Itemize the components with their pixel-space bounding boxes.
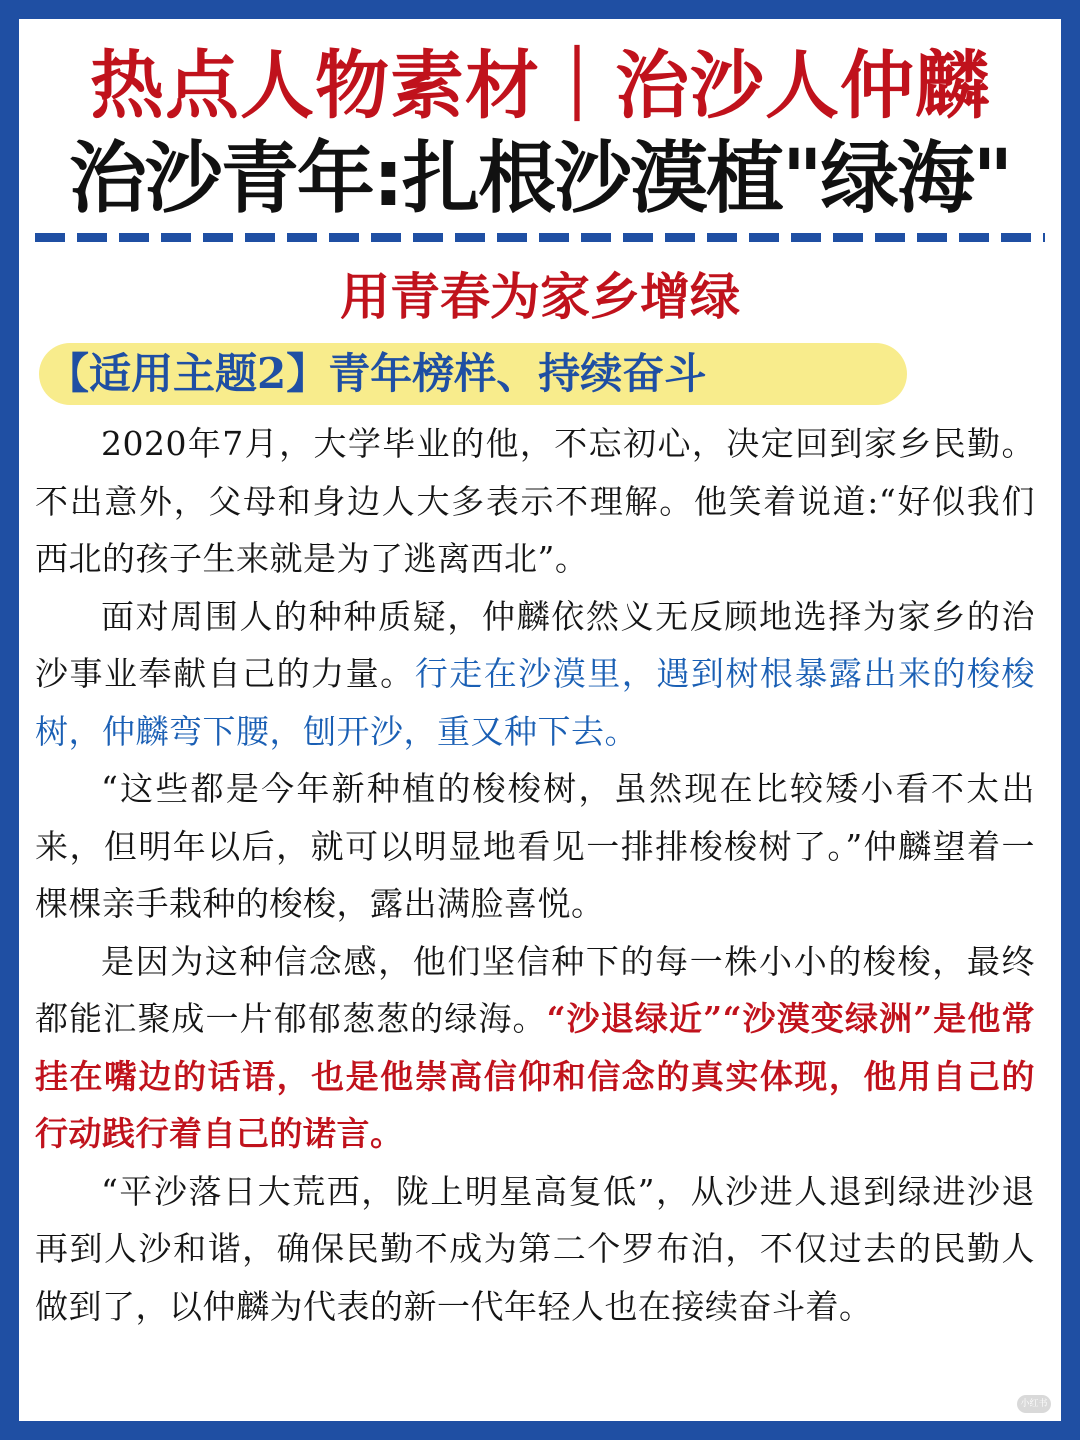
title-line-1: 热点人物素材｜治沙人仲麟	[90, 43, 990, 129]
paragraph-4-text: 是因为这种信念感，他们坚信种下的每一株小小的梭梭，最终都能汇聚成一片郁郁葱葱的绿海。	[35, 941, 1035, 1038]
paragraph-2	[35, 588, 1035, 761]
watermark-logo: 小红书	[1017, 1395, 1051, 1413]
paragraph-2-text: 面对周围人的种种质疑，仲麟依然义无反顾地选择为家乡的治沙事业奉献自己的力量。	[35, 596, 1035, 693]
paragraph-4-highlight: “沙退绿近”“沙漠变绿洲”是他常挂在嘴边的话语，也是他崇高信仰和信念的真实体现，他用自己的行动践行着自己的诺言。	[35, 999, 1035, 1153]
paragraph-1: 2020年7月，大学毕业的他，不忘初心，决定回到家乡民勤。不出意外，父母和身边人大多表示不理解。他笑着说道:“好似我们西北的孩子生来就是为了逃离西北”。	[35, 424, 1035, 578]
paragraph-4	[35, 933, 1035, 1163]
dashed-divider	[35, 233, 1045, 242]
subtitle: 用青春为家乡增绿	[340, 267, 740, 326]
article-body	[35, 415, 1035, 1335]
paragraph-3: “这些都是今年新种植的梭梭树，虽然现在比较矮小看不太出来，但明年以后，就可以明显地看见一排排梭梭树了。”仲麟望着一棵棵亲手栽种的梭梭，露出满脸喜悦。	[35, 769, 1035, 923]
paragraph-2-highlight: 行走在沙漠里，遇到树根暴露出来的梭梭树，仲麟弯下腰，刨开沙，重又种下去。	[35, 654, 1036, 751]
page-frame	[19, 19, 1061, 1421]
title-line-2: 治沙青年:扎根沙漠植"绿海"	[68, 134, 1012, 224]
paragraph-5: “平沙落日大荒西，陇上明星高复低”，从沙进人退到绿进沙退再到人沙和谐，确保民勤不成为第二个罗布泊，不仅过去的民勤人做到了，以仲麟为代表的新一代年轻人也在接续奋斗着。	[35, 1171, 1035, 1326]
theme-label: 【适用主题2】青年榜样、持续奋斗	[47, 349, 707, 398]
